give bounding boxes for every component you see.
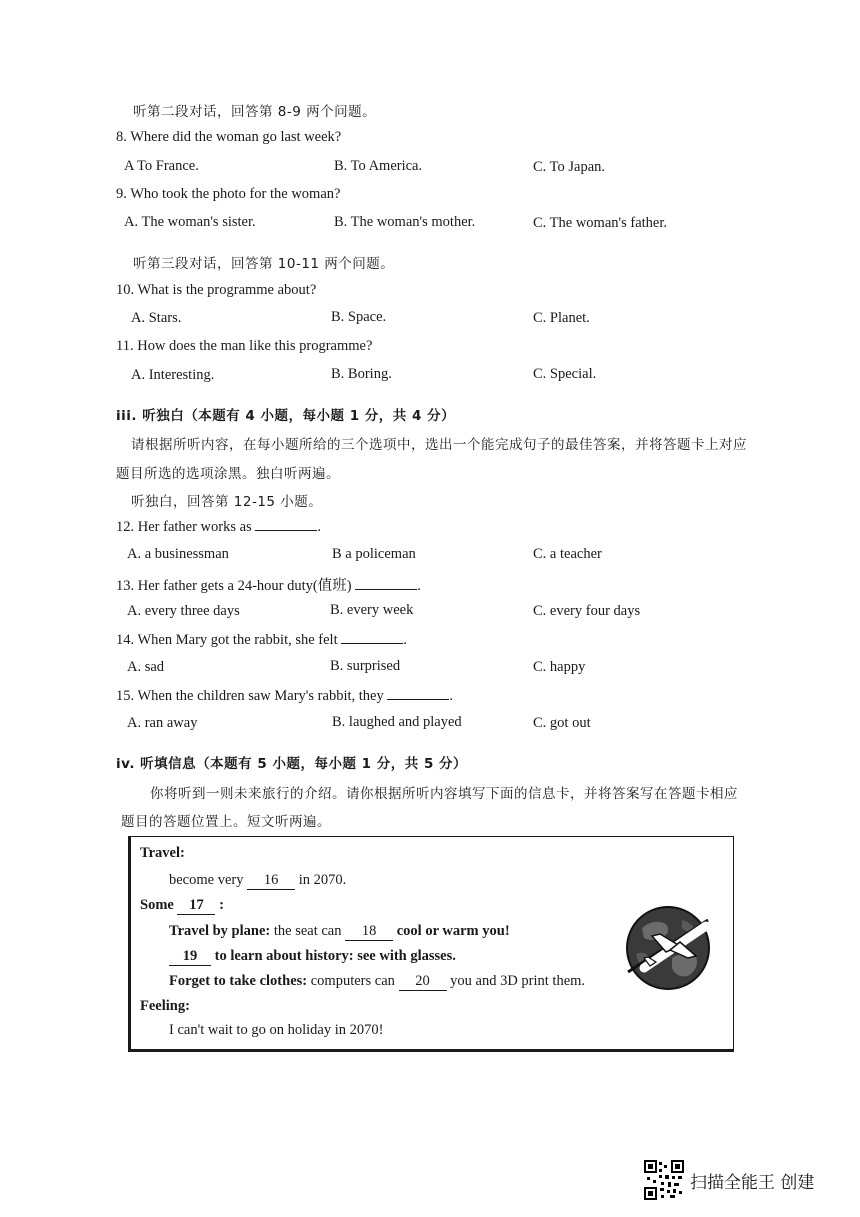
q14-option-a[interactable]: A. sad (127, 659, 165, 675)
question-10 (116, 282, 316, 299)
feeling-label: Feeling: (140, 998, 190, 1014)
q8-option-a[interactable]: A To France. (124, 158, 199, 174)
q10-option-c[interactable]: C. Planet. (533, 310, 590, 326)
question-number: 12. (116, 519, 135, 535)
question-text: How does the man like this programme? (137, 338, 373, 354)
q13-option-b[interactable]: B. every week (330, 602, 414, 618)
question-number: 14. (116, 632, 135, 648)
sentence-end: . (317, 519, 321, 535)
scanner-watermark (644, 1160, 814, 1200)
q11-option-b[interactable]: B. Boring. (331, 366, 392, 382)
info-text: in 2070. (298, 872, 347, 888)
question-text: Where did the woman go last week? (130, 129, 342, 145)
answer-blank[interactable] (255, 518, 317, 531)
question-text: Her father gets a 24-hour duty(值班) (137, 578, 352, 594)
question-number: 13. (116, 578, 135, 594)
q9-option-a[interactable]: A. The woman's sister. (124, 214, 256, 230)
part3-title: iii. 听独白（本题有 4 小题，每小题 1 分，共 4 分） (116, 408, 456, 424)
q13-option-c[interactable]: C. every four days (533, 603, 641, 619)
part4-title: iv. 听填信息（本题有 5 小题，每小题 1 分，共 5 分） (116, 756, 468, 772)
q13-option-a[interactable]: A. every three days (127, 603, 240, 619)
q8-option-b[interactable]: B. To America. (334, 158, 423, 174)
feeling-text: I can't wait to go on holiday in 2070! (169, 1022, 384, 1038)
info-line-17 (140, 897, 224, 915)
question-9 (116, 186, 340, 203)
q14-option-c[interactable]: C. happy (533, 659, 586, 675)
info-text: Some (140, 897, 174, 913)
answer-blank[interactable] (387, 687, 449, 700)
info-line-20 (169, 973, 585, 991)
question-15 (116, 687, 453, 705)
question-text: When Mary got the rabbit, she felt (137, 632, 338, 648)
info-line-16 (169, 872, 346, 890)
travel-label: Travel: (140, 845, 185, 861)
q12-option-b[interactable]: B a policeman (332, 546, 416, 562)
part3-instruction-line1: 请根据所听内容，在每小题所给的三个选项中，选出一个能完成句子的最佳答案，并将答题卡上对应 (131, 437, 747, 453)
info-line-18 (169, 923, 510, 941)
question-11 (116, 338, 372, 355)
question-number: 9. (116, 186, 127, 202)
answer-blank[interactable] (355, 577, 417, 590)
question-12 (116, 518, 321, 536)
q11-option-a[interactable]: A. Interesting. (131, 367, 215, 383)
answer-blank[interactable] (341, 631, 403, 644)
answer-blank-19[interactable]: 19 (169, 948, 211, 966)
info-text: become very (169, 872, 244, 888)
sentence-end: . (403, 632, 407, 648)
info-text: you and 3D print them. (450, 973, 586, 989)
q15-option-b[interactable]: B. laughed and played (332, 714, 462, 730)
question-number: 11. (116, 338, 134, 354)
info-text: to learn about history: see with glasses. (214, 948, 456, 964)
q9-option-b[interactable]: B. The woman's mother. (334, 214, 476, 230)
info-text: the seat can (273, 923, 342, 939)
dialogue2-instruction: 听第二段对话，回答第 8-9 两个问题。 (133, 104, 377, 120)
globe-airplane-icon (622, 898, 718, 994)
info-label: Forget to take clothes: (169, 973, 308, 989)
q14-option-b[interactable]: B. surprised (330, 658, 401, 674)
question-text: Who took the photo for the woman? (130, 186, 341, 202)
info-label: Travel by plane: (169, 923, 271, 939)
sentence-end: . (449, 688, 453, 704)
question-text: When the children saw Mary's rabbit, they (137, 688, 384, 704)
q12-option-a[interactable]: A. a businessman (127, 546, 229, 562)
q8-option-c[interactable]: C. To Japan. (533, 159, 606, 175)
part4-instruction-line2: 题目的答题位置上。短文听两遍。 (121, 814, 331, 830)
info-text: computers can (310, 973, 395, 989)
question-number: 15. (116, 688, 135, 704)
part3-instruction-line2: 题目所选的选项涂黑。独白听两遍。 (116, 466, 340, 482)
q15-option-c[interactable]: C. got out (533, 715, 591, 731)
part3-sub-instruction: 听独白，回答第 12-15 小题。 (131, 494, 323, 510)
answer-blank-16[interactable]: 16 (247, 872, 295, 890)
q9-option-c[interactable]: C. The woman's father. (533, 215, 668, 231)
q10-option-b[interactable]: B. Space. (331, 309, 387, 325)
info-line-19 (169, 948, 456, 966)
q10-option-a[interactable]: A. Stars. (131, 310, 182, 326)
answer-blank-20[interactable]: 20 (399, 973, 447, 991)
sentence-end: . (417, 578, 421, 594)
answer-blank-17[interactable]: 17 (177, 897, 215, 915)
q12-option-c[interactable]: C. a teacher (533, 546, 602, 562)
q15-option-a[interactable]: A. ran away (127, 715, 198, 731)
question-number: 10. (116, 282, 135, 298)
part4-instruction-line1: 你将听到一则未来旅行的介绍。请你根据所听内容填写下面的信息卡，并将答案写在答题卡相应 (150, 786, 738, 802)
question-text: What is the programme about? (137, 282, 317, 298)
info-text: : (219, 897, 224, 913)
answer-blank-18[interactable]: 18 (345, 923, 393, 941)
question-number: 8. (116, 129, 127, 145)
question-text: Her father works as (137, 519, 252, 535)
dialogue3-instruction: 听第三段对话，回答第 10-11 两个问题。 (133, 256, 395, 272)
question-13 (116, 574, 421, 595)
q11-option-c[interactable]: C. Special. (533, 366, 597, 382)
question-8 (116, 129, 341, 146)
qr-code-icon (644, 1160, 684, 1200)
info-text: cool or warm you! (396, 923, 510, 939)
watermark-text: 扫描全能王 创建 (690, 1172, 815, 1193)
question-14 (116, 631, 407, 649)
